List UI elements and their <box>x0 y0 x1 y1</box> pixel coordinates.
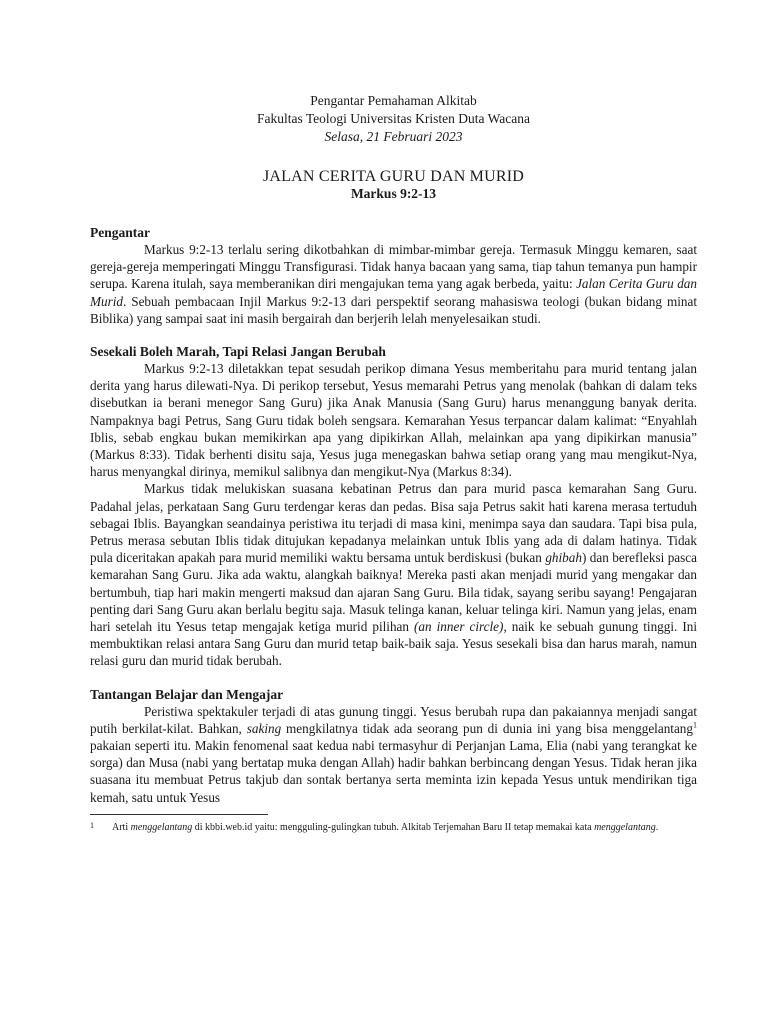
italic-term: menggelantang <box>594 821 656 833</box>
italic-theme: Jalan Cerita Guru dan Murid <box>90 276 697 309</box>
italic-term: (an inner circle) <box>414 619 504 635</box>
document-subtitle: Markus 9:2-13 <box>350 186 437 201</box>
text-run: Peristiwa spektakuler terjadi di atas gunung tinggi. Yesus berubah rupa dan pakaiannya menjadi sangat putih berkilat-kilat. Bahkan, <box>90 703 697 736</box>
document-title: JALAN CERITA GURU DAN MURID <box>262 168 524 185</box>
course-name: Pengantar Pemahaman Alkitab <box>310 93 477 108</box>
text-run: . Sebuah pembacaan Injil Markus 9:2-13 dari perspektif seorang mahasiswa teologi (bukan bidang minat Biblika) yang sampai saat ini masih bergairah dan berjerih lelah menyelesaikan studi. <box>90 293 697 326</box>
document-date: Selasa, 21 Februari 2023 <box>324 129 463 144</box>
text-run: Markus tidak melukiskan suasana kebatinan Petrus dan para murid pasca kemarahan Sang Guru. Padahal jelas, perkataan Sang Guru terdengar keras dan pedas. Bisa saja Petrus sakit hati karena merasa tertuduh sebagai Iblis. Bayangkan seandainya peristiwa itu terjadi di masa kini, menimpa saya dan saudara. Tapi bisa pula, Petrus merasa sebutan Iblis tidak ditujukan kepadanya melainkan untuk Iblis yang ada di dalam hatinya. Tidak pula diceritakan apakah para murid memiliki waktu bersama untuk berdiskusi (bukan <box>90 481 697 566</box>
italic-term: ghibah <box>545 550 582 566</box>
footnote <box>90 821 697 835</box>
paragraph-marah-1: Markus 9:2-13 diletakkan tepat sesudah perikop dimana Yesus memberitahu para murid tentang jalan derita yang harus dilewati-Nya. Di perikop tersebut, Yesus memarahi Petrus yang menolak (bahkan di dalam teks disebutkan ia berani menegor Sang Guru) jika Anak Manusia (Sang Guru) harus menanggung banyak derita. Nampaknya bagi Petrus, Sang Guru tidak boleh sengsara. Kemarahan Yesus terpancar dalam kalimat: “Enyahlah Iblis, sebab engkau bukan memikirkan apa yang dipikirkan Allah, melainkan apa yang dipikirkan manusia” (Markus 8:33). Tidak berhenti disitu saja, Yesus juga menegaskan bahwa setiap orang yang mau mengikut-Nya, harus menyangkal dirinya, memikul salibnya dan mengikut-Nya (Markus 8:34). <box>90 361 697 480</box>
paragraph-pengantar <box>90 241 697 327</box>
section-heading-pengantar: Pengantar <box>90 225 150 240</box>
paragraph-marah-2 <box>90 480 697 669</box>
text-run: pakaian seperti itu. Makin fenomenal saat kedua nabi termasyhur di Perjanjan Lama, Elia (nabi yang terangkat ke sorga) dan Musa (nabi yang bertatap muka dengan Allah) hadir bahkan berbincang dengan Yesus. Tidak heran jika suasana itu membuat Petrus takjub dan sontak bertanya serta meminta izin kepada Yesus untuk mendirikan tiga kemah, satu untuk Yesus <box>90 738 697 805</box>
text-run: Markus 9:2-13 terlalu sering dikotbahkan di mimbar-mimbar gereja. Termasuk Minggu kemaren, saat gereja-gereja memperingati Minggu Transfigurasi. Tidak hanya bacaan yang sama, tiap tahun temanya pun hampir serupa. Karena itulah, saya memberanikan diri mengajukan tema yang agak berbeda, yaitu: <box>90 242 697 292</box>
section-heading-tantangan: Tantangan Belajar dan Mengajar <box>90 686 284 702</box>
paragraph-tantangan-1 <box>90 703 697 806</box>
footnote-separator <box>90 814 268 815</box>
text-run: , naik ke sebuah gunung tinggi. Ini membuktikan relasi antara Sang Guru dan murid tetap baik-baik saja. Yesus sesekali bisa dan harus marah, namun relasi guru dan murid tidak berubah. <box>90 619 697 669</box>
text-run: di kbbi.web.id yaitu: mengguling-gulingkan tubuh. Alkitab Terjemahan Baru II tetap memakai kata <box>192 821 595 833</box>
text-run: mengkilatnya tidak ada seorang pun di dunia ini yang bisa menggelantang <box>281 720 693 736</box>
faculty-name: Fakultas Teologi Universitas Kristen Duta Wacana <box>256 111 531 126</box>
section-heading-marah: Sesekali Boleh Marah, Tapi Relasi Jangan Berubah <box>90 344 386 360</box>
italic-term: menggelantang <box>130 821 193 833</box>
document-content <box>90 92 697 835</box>
footnote-number: 1 <box>90 820 94 830</box>
text-run: Arti <box>112 821 131 833</box>
document-header <box>90 92 697 146</box>
text-run: . <box>655 821 659 833</box>
italic-term: saking <box>246 720 282 736</box>
text-run: ) dan berefleksi pasca kemarahan Sang Guru. Jika ada waktu, alangkah baiknya! Mereka pasti akan menjadi murid yang mengakar dan bertumbuh, tiap hari makin mengerti maksud dan ajaran Sang Guru. Bila tidak, sayang seribu sayang! Pengajaran penting dari Sang Guru akan berlalu begitu saja. Masuk telinga kanan, keluar telinga kiri. Namun yang jelas, enam hari setelah itu Yesus tetap mengajak ketiga murid pilihan <box>90 550 697 635</box>
footnote-reference[interactable]: 1 <box>693 720 697 730</box>
